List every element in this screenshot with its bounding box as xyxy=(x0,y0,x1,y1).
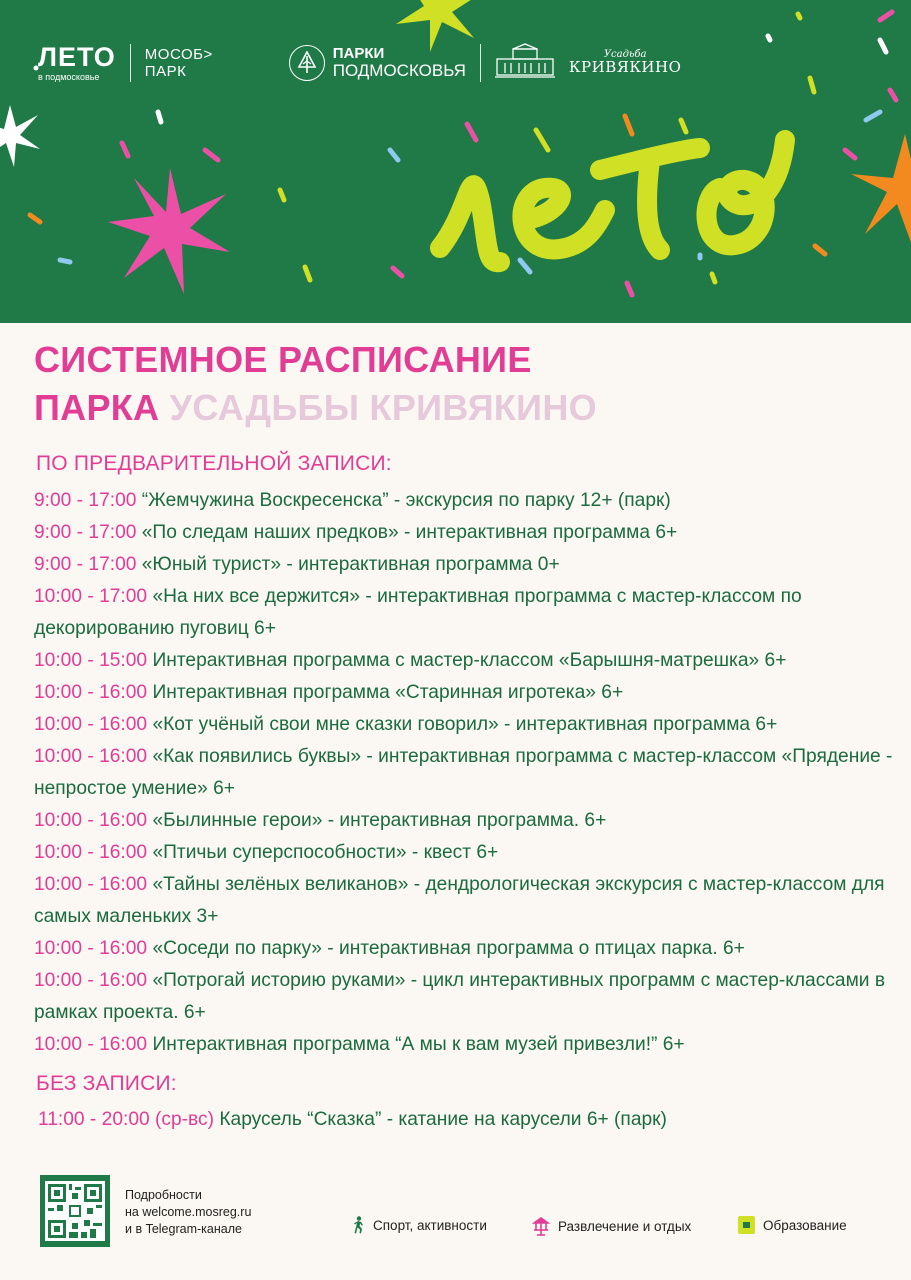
schedule-description: «Птичьи суперспособности» - квест 6+ xyxy=(152,842,499,863)
schedule-description: «Тайны зелёных великанов» - дендрологическая экскурсия с мастер-классом для самых маленьких 3+ xyxy=(34,874,885,927)
schedule-list-noreg xyxy=(38,1104,898,1136)
schedule-time: 10:00 - 16:00 xyxy=(34,938,148,959)
legend-sport-label: Спорт, активности xyxy=(373,1217,487,1233)
schedule-time: 9:00 - 17:00 xyxy=(34,554,137,575)
legend-sport xyxy=(352,1216,487,1234)
schedule-description: Интерактивная программа с мастер-классом «Барышня-матрешка» 6+ xyxy=(152,650,787,671)
schedule-description: «Соседи по парку» - интерактивная программа о птицах парка. 6+ xyxy=(152,938,745,959)
legend-fun-label: Развлечение и отдых xyxy=(558,1218,692,1234)
logo-usadba-line2: КРИВЯКИНО xyxy=(568,58,682,77)
schedule-time: 10:00 - 17:00 xyxy=(34,586,148,607)
qr-code[interactable] xyxy=(40,1175,110,1247)
schedule-time: 9:00 - 17:00 xyxy=(34,522,137,543)
schedule-item xyxy=(34,645,909,677)
legend-edu xyxy=(738,1216,847,1234)
book-icon xyxy=(738,1216,755,1234)
schedule-item xyxy=(34,485,909,517)
schedule-description: Интерактивная программа “А мы к вам музей привезли!” 6+ xyxy=(152,1034,685,1055)
logo-leto-v-podmoskovye xyxy=(38,44,116,82)
schedule-item xyxy=(34,1029,909,1061)
schedule-item xyxy=(34,869,909,933)
title-line2-usadba: УСАДЬБЫ КРИВЯКИНО xyxy=(169,387,597,428)
star-white-left xyxy=(0,105,40,167)
logo-leto-subtext: в подмосковье xyxy=(38,72,100,82)
schedule-item xyxy=(34,549,909,581)
logo-parki-line1: ПАРКИ xyxy=(332,45,385,63)
logo-mosobpark xyxy=(145,46,213,81)
logo-divider xyxy=(130,44,131,82)
schedule-item xyxy=(34,741,909,805)
logo-parki-line2: ПОДМОСКОВЬЯ xyxy=(332,60,466,80)
section-heading-noreg: БЕЗ ЗАПИСИ: xyxy=(36,1072,177,1095)
schedule-description: Карусель “Сказка” - катание на карусели 6+ (парк) xyxy=(219,1109,667,1130)
manor-building-icon xyxy=(495,43,555,84)
logo-divider xyxy=(480,44,481,82)
logo-mosob-line1: МОСОБ> xyxy=(144,45,213,63)
schedule-description: «Кот учёный свои мне сказки говорил» - интерактивная программа 6+ xyxy=(152,714,778,735)
logo-mosob-line2: ПАРК xyxy=(144,63,187,80)
schedule-item xyxy=(34,677,909,709)
schedule-description: «Былинные герои» - интерактивная программа. 6+ xyxy=(152,810,607,831)
schedule-description: «На них все держится» - интерактивная программа с мастер-классом по декорированию пуговиц 6+ xyxy=(34,586,802,639)
title-line1: СИСТЕМНОЕ РАСПИСАНИЕ xyxy=(34,339,532,380)
schedule-item xyxy=(34,933,909,965)
section-heading-prereg: ПО ПРЕДВАРИТЕЛЬНОЙ ЗАПИСИ: xyxy=(36,452,392,475)
logo-leto-text: ЛЕТО xyxy=(38,42,116,72)
schedule-item xyxy=(38,1104,898,1136)
schedule-item xyxy=(34,709,909,741)
header-banner xyxy=(0,0,911,323)
schedule-time: 10:00 - 16:00 xyxy=(34,842,148,863)
schedule-time: 10:00 - 16:00 xyxy=(34,746,148,767)
tree-icon xyxy=(289,45,325,81)
schedule-description: «Как появились буквы» - интерактивная программа с мастер-классом «Прядение - непростое умение» 6+ xyxy=(34,746,893,799)
logo-parki-podmoskovya xyxy=(289,45,466,81)
schedule-description: “Жемчужина Воскресенска” - экскурсия по парку 12+ (парк) xyxy=(141,490,671,511)
footer-line2: на welcome.mosreg.ru xyxy=(125,1205,252,1219)
schedule-description: «Потрогай историю руками» - цикл интерактивных программ с мастер-классами в рамках проекта. 6+ xyxy=(34,970,886,1023)
schedule-time: 10:00 - 15:00 xyxy=(34,650,148,671)
legend-fun xyxy=(532,1216,691,1236)
schedule-time: 10:00 - 16:00 xyxy=(34,714,148,735)
star-pink-left xyxy=(108,168,230,294)
schedule-description: Интерактивная программа «Старинная игротека» 6+ xyxy=(152,682,624,703)
footer-line1: Подробности xyxy=(125,1188,202,1202)
schedule-time: 10:00 - 16:00 xyxy=(34,810,148,831)
schedule-list-prereg xyxy=(34,485,909,1061)
schedule-item xyxy=(34,517,909,549)
schedule-description: «Юный турист» - интерактивная программа 0+ xyxy=(141,554,560,575)
schedule-time: 10:00 - 16:00 xyxy=(34,1034,148,1055)
schedule-item xyxy=(34,965,909,1029)
hero-leto-lettering xyxy=(440,140,785,262)
logo-usadba-line1: Усадьба xyxy=(603,48,647,60)
schedule-time: 11:00 - 20:00 (ср-вс) xyxy=(38,1109,214,1130)
footer-line3: и в Telegram-канале xyxy=(125,1222,242,1236)
legend-edu-label: Образование xyxy=(763,1217,847,1233)
schedule-time: 10:00 - 16:00 xyxy=(34,970,148,991)
schedule-item xyxy=(34,581,909,645)
logo-usadba-krivyakino xyxy=(495,43,682,84)
schedule-time: 10:00 - 16:00 xyxy=(34,874,148,895)
carousel-icon xyxy=(532,1216,550,1236)
star-orange-right xyxy=(851,134,911,248)
schedule-time: 10:00 - 16:00 xyxy=(34,682,148,703)
schedule-time: 9:00 - 17:00 xyxy=(34,490,137,511)
schedule-item xyxy=(34,805,909,837)
runner-icon xyxy=(352,1216,365,1234)
footer-info xyxy=(125,1187,251,1238)
schedule-description: «По следам наших предков» - интерактивная программа 6+ xyxy=(141,522,678,543)
partner-logos xyxy=(38,38,681,88)
schedule-item xyxy=(34,837,909,869)
page-title xyxy=(34,336,597,432)
title-line2-park: ПАРКА xyxy=(34,387,160,428)
